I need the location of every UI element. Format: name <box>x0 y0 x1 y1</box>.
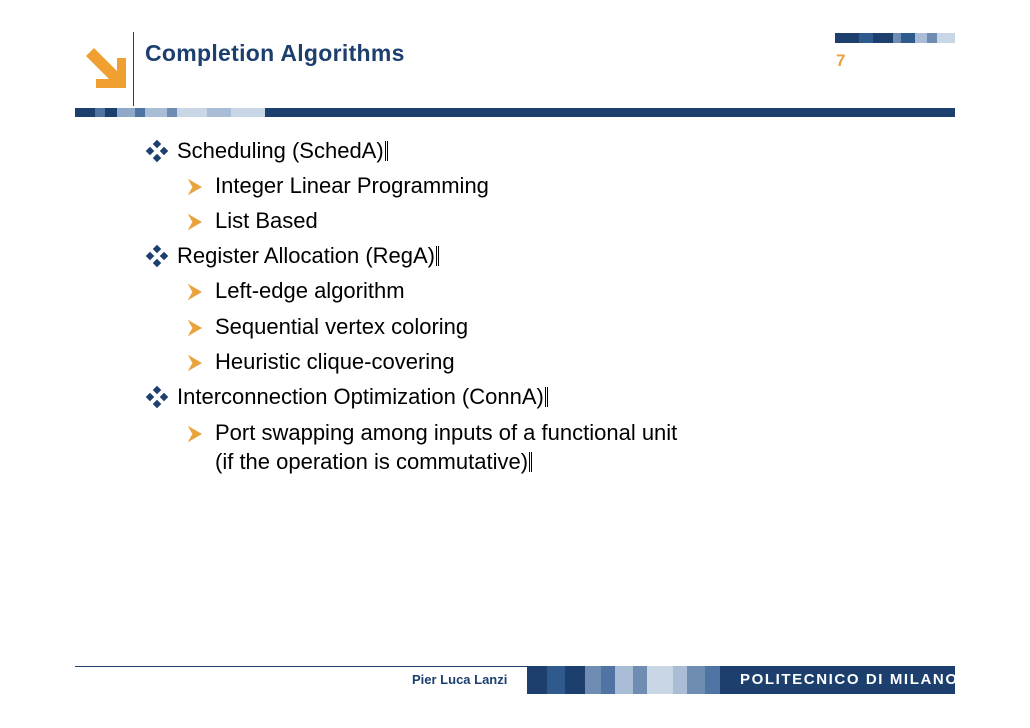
arrowhead-bullet-icon <box>185 280 205 304</box>
diamond-4-bullet-icon <box>145 385 169 409</box>
diamond-4-bullet-icon <box>145 139 169 163</box>
footer-author: Pier Luca Lanzi <box>412 672 508 687</box>
slide-title: Completion Algorithms <box>145 40 405 66</box>
list-item-text: List Based <box>215 208 318 233</box>
list-item-text: Heuristic clique-covering <box>215 349 455 374</box>
arrowhead-bullet-icon <box>185 175 205 199</box>
list-item-text: Interconnection Optimization (ConnA) <box>177 383 548 411</box>
list-item-text: Sequential vertex coloring <box>215 314 469 339</box>
arrowhead-bullet-icon <box>185 210 205 234</box>
diagonal-arrow-logo-icon <box>84 46 128 90</box>
arrowhead-bullet-icon <box>185 316 205 340</box>
text-cursor-mark <box>385 141 388 161</box>
text-cursor-mark <box>529 452 532 472</box>
footer-line <box>75 666 527 667</box>
arrowhead-bullet-icon <box>185 422 205 446</box>
list-item-text: Scheduling (SchedA) <box>177 137 388 165</box>
page-number: 7 <box>836 51 846 70</box>
list-item-text: (if the operation is commutative) <box>215 448 532 476</box>
institution-name: POLITECNICO DI MILANO <box>740 671 959 688</box>
list-item-text: Register Allocation (RegA) <box>177 242 439 270</box>
list-item-text: Left-edge algorithm <box>215 278 405 303</box>
text-cursor-mark <box>545 387 548 407</box>
list-item-text: Integer Linear Programming <box>215 173 489 198</box>
arrowhead-bullet-icon <box>185 351 205 375</box>
text-cursor-mark <box>436 246 439 266</box>
diamond-4-bullet-icon <box>145 244 169 268</box>
header-divider <box>133 32 134 106</box>
list-item-text: Port swapping among inputs of a functional unit <box>215 420 678 445</box>
